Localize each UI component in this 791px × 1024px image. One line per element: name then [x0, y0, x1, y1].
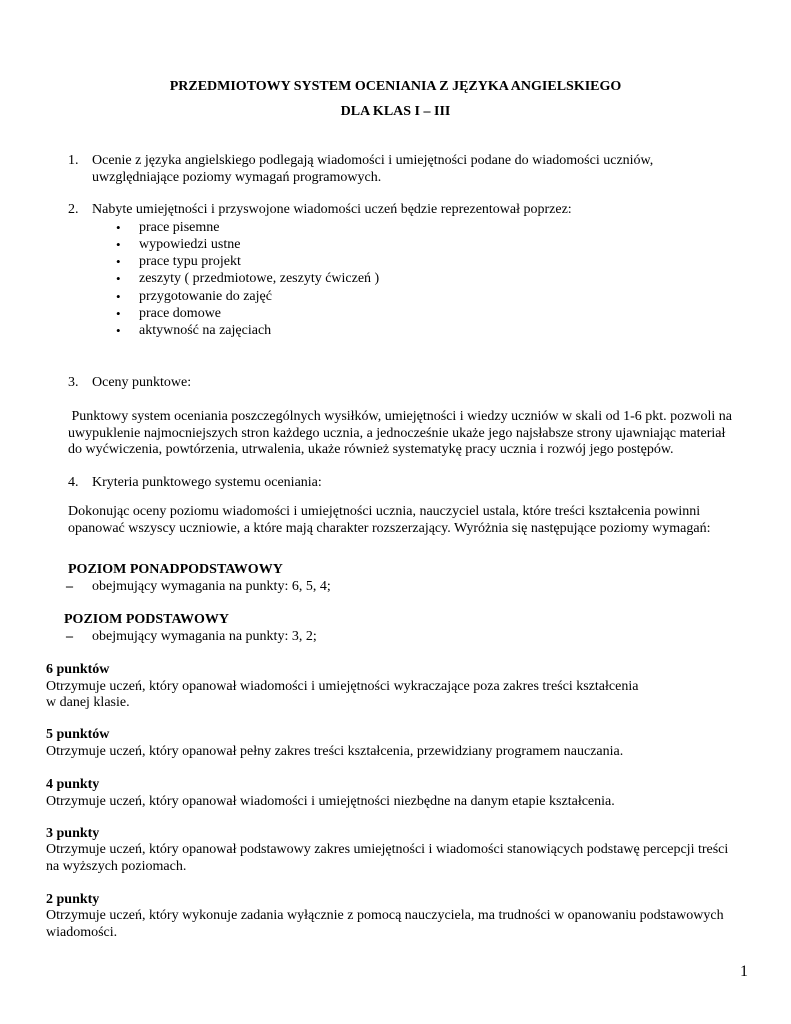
- item-1-line-2: uwzględniające poziomy wymagań programowych.: [92, 170, 382, 185]
- list-item: prace typu projekt: [139, 254, 241, 269]
- bullet-icon: •: [116, 237, 121, 252]
- points-2-line-1: Otrzymuje uczeń, który wykonuje zadania wyłącznie z pomocą nauczyciela, ma trudności w opanowaniu podstawowych: [46, 908, 724, 923]
- item-3-paragraph-line-2: uwypuklenie najmocniejszych stron każdego ucznia, a jednocześnie ukaże jego najsłabsze strony ujawniając materiał: [68, 426, 726, 441]
- points-6-line-2: w danej klasie.: [46, 695, 130, 710]
- list-item: prace domowe: [139, 306, 222, 321]
- item-3-text: Oceny punktowe:: [92, 375, 192, 390]
- item-4-number: 4.: [68, 475, 79, 490]
- item-3-number: 3.: [68, 375, 79, 390]
- points-6-title: 6 punktów: [46, 662, 110, 677]
- list-item: wypowiedzi ustne: [139, 237, 241, 252]
- points-3-title: 3 punkty: [46, 826, 100, 841]
- item-1-line-1: Ocenie z języka angielskiego podlegają wiadomości i umiejętności podane do wiadomości uczniów,: [92, 153, 654, 168]
- item-4-text: Kryteria punktowego systemu oceniania:: [92, 475, 322, 490]
- points-5-title: 5 punktów: [46, 727, 110, 742]
- points-4-line-1: Otrzymuje uczeń, który opanował wiadomości i umiejętności niezbędne na danym etapie kształcenia.: [46, 794, 615, 809]
- points-3-line-1: Otrzymuje uczeń, który opanował podstawowy zakres umiejętności i wiadomości stanowiących podstawę percepcji treści: [46, 842, 729, 857]
- document-title: PRZEDMIOTOWY SYSTEM OCENIANIA Z JĘZYKA ANGIELSKIEGO: [169, 79, 622, 94]
- item-2-text: Nabyte umiejętności i przyswojone wiadomości uczeń będzie reprezentował poprzez:: [92, 202, 572, 217]
- item-4-paragraph-line-1: Dokonując oceny poziomu wiadomości i umiejętności ucznia, nauczyciel ustala, które treści kształcenia powinni: [68, 504, 701, 519]
- points-2-title: 2 punkty: [46, 892, 100, 907]
- dash-icon: –: [66, 579, 73, 594]
- level-advanced-text: obejmujący wymagania na punkty: 6, 5, 4;: [92, 579, 331, 594]
- list-item: aktywność na zajęciach: [139, 323, 272, 338]
- points-3-line-2: na wyższych poziomach.: [46, 859, 187, 874]
- list-item: zeszyty ( przedmiotowe, zeszyty ćwiczeń ): [139, 271, 380, 286]
- item-2-number: 2.: [68, 202, 79, 217]
- item-4-paragraph-line-2: opanować wszyscy uczniowie, a które mają charakter rozszerzający. Wyróżnia się następujące poziomy wymagań:: [68, 521, 711, 536]
- level-basic-title: POZIOM PODSTAWOWY: [64, 612, 230, 627]
- level-basic-text: obejmujący wymagania na punkty: 3, 2;: [92, 629, 317, 644]
- bullet-icon: •: [116, 271, 121, 286]
- points-4-title: 4 punkty: [46, 777, 100, 792]
- points-2-line-2: wiadomości.: [46, 925, 118, 940]
- points-5-line-1: Otrzymuje uczeń, który opanował pełny zakres treści kształcenia, przewidziany programem nauczania.: [46, 744, 624, 759]
- bullet-icon: •: [116, 254, 121, 269]
- dash-icon: –: [66, 629, 73, 644]
- points-6-line-1: Otrzymuje uczeń, który opanował wiadomości i umiejętności wykraczające poza zakres treści kształcenia: [46, 679, 639, 694]
- list-item: przygotowanie do zajęć: [139, 289, 272, 304]
- bullet-icon: •: [116, 220, 121, 235]
- bullet-icon: •: [116, 306, 121, 321]
- item-3-paragraph-line-1: Punktowy system oceniania poszczególnych wysiłków, umiejętności i wiedzy uczniów w skali od 1-6 pkt. pozwoli na: [68, 409, 732, 424]
- list-item: prace pisemne: [139, 220, 220, 235]
- bullet-icon: •: [116, 323, 121, 338]
- item-1-number: 1.: [68, 153, 79, 168]
- item-3-paragraph-line-3: do wyćwiczenia, powtórzenia, utrwalenia, ukaże również systematykę pracy ucznia i rozwój jego postępów.: [68, 442, 674, 457]
- document-subtitle: DLA KLAS I – III: [340, 104, 451, 119]
- bullet-icon: •: [116, 289, 121, 304]
- level-advanced-title: POZIOM PONADPODSTAWOWY: [68, 562, 283, 577]
- page-number: 1: [740, 963, 748, 980]
